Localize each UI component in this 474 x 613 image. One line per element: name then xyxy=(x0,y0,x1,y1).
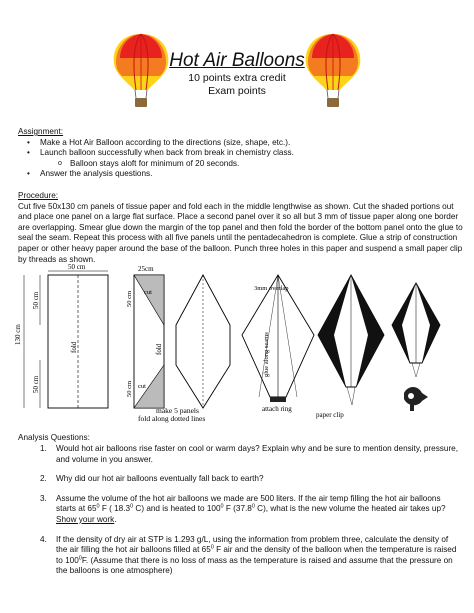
question-1: 1. Would hot air balloons rise faster on cool or warm days? Explain why and be sure to mention density, pressure, and volume in you answer. xyxy=(40,444,458,464)
document-header xyxy=(0,50,474,98)
dimension-label: 50 cm xyxy=(32,375,40,393)
glue-label: glue along seams xyxy=(263,332,270,377)
page-title: Hot Air Balloons xyxy=(169,50,305,71)
procedure-section xyxy=(18,191,464,265)
paper-clip-label: paper clip xyxy=(316,411,344,419)
folded-panel-drawing xyxy=(126,265,199,415)
subtitle-extra-credit: 10 points extra credit xyxy=(188,72,286,84)
glued-balloon-drawing xyxy=(242,275,314,413)
dimension-label: 50 cm xyxy=(126,290,133,307)
cut-label: cut xyxy=(144,289,152,296)
procedure-text: Cut five 50x130 cm panels of tissue paper and fold each in the middle lengthwise as shown. Cut the shaded portions out and place one panel on a large flat surface. Place a second panel over it so all but 3 mm of tissue paper along one border are overlapping. Smear glue down the margin of the top panel and then fold the border of the bottom panel onto the glue to seal the seam. Repeat this process with all five panels until the pentadecahedron is complete. Glue a strip of construction paper or other heavy paper around the base of the balloon. Punch three holes in this paper and suspend a small paper clip by threads as shown. xyxy=(18,201,463,264)
question-3: 3. Assume the volume of the hot air balloons we made are 500 liters. If the air temp filling the hot air balloons starts at $65^0$ F ( 18.3$^0$ C) and is heated to $100^0$ F (37.8$^0$ C), what is the new volume the heated air takes up? Show your work. xyxy=(40,493,446,524)
dimension-label: 50 cm xyxy=(68,263,86,271)
list-item: o Balloon stays aloft for minimum of 20 seconds. xyxy=(18,159,464,170)
assignment-section xyxy=(18,127,464,180)
procedure-heading: Procedure: xyxy=(18,191,59,200)
assembled-balloon-drawing xyxy=(316,275,384,419)
show-work-note: Show your work xyxy=(56,514,115,524)
assignment-list xyxy=(18,138,464,180)
subtitle-exam-points: Exam points xyxy=(208,85,266,97)
list-item: • Make a Hot Air Balloon according to the directions (size, shape, etc.). xyxy=(18,138,464,149)
single-panel-shape xyxy=(176,275,230,408)
full-panel-drawing xyxy=(14,263,108,408)
fold-label: fold xyxy=(70,341,78,353)
balloon-construction-diagram xyxy=(16,265,462,425)
assignment-heading: Assignment: xyxy=(18,127,64,136)
dimension-label: 25cm xyxy=(138,265,154,273)
panel-caption-line2: fold along dotted lines xyxy=(138,414,206,423)
list-item: • Answer the analysis questions. xyxy=(18,169,464,180)
attach-ring-label: attach ring xyxy=(262,405,292,413)
question-2: 2. Why did our hot air balloons eventually fall back to earth? xyxy=(40,474,264,484)
question-4: 4. If the density of dry air at STP is 1.293 g/L, using the information from problem three, calculate the density of the air filling the hot air balloons filled at $65^0$ F air and the density of the balloon when the temperature is raised to $100^0F$. (Assume that there is no loss of mass as the temperature is raised and assume that the pressure on the balloons is one atmosphere) xyxy=(40,534,457,576)
analysis-questions xyxy=(40,444,460,586)
dimension-label: 50 cm xyxy=(126,380,133,397)
balloon-with-hair-dryer-drawing xyxy=(392,283,440,411)
list-item: • Launch balloon successfully when back from break in chemistry class. xyxy=(18,148,464,159)
dimension-label: 50 cm xyxy=(32,291,40,309)
overlap-label: 3mm overlap xyxy=(254,285,289,292)
dimension-label: 130 cm xyxy=(14,324,22,345)
fold-label: fold xyxy=(155,343,163,355)
analysis-heading: Analysis Questions: xyxy=(18,433,90,442)
cut-label: cut xyxy=(138,383,146,390)
panel-caption-line1: make 5 panels xyxy=(156,406,199,415)
